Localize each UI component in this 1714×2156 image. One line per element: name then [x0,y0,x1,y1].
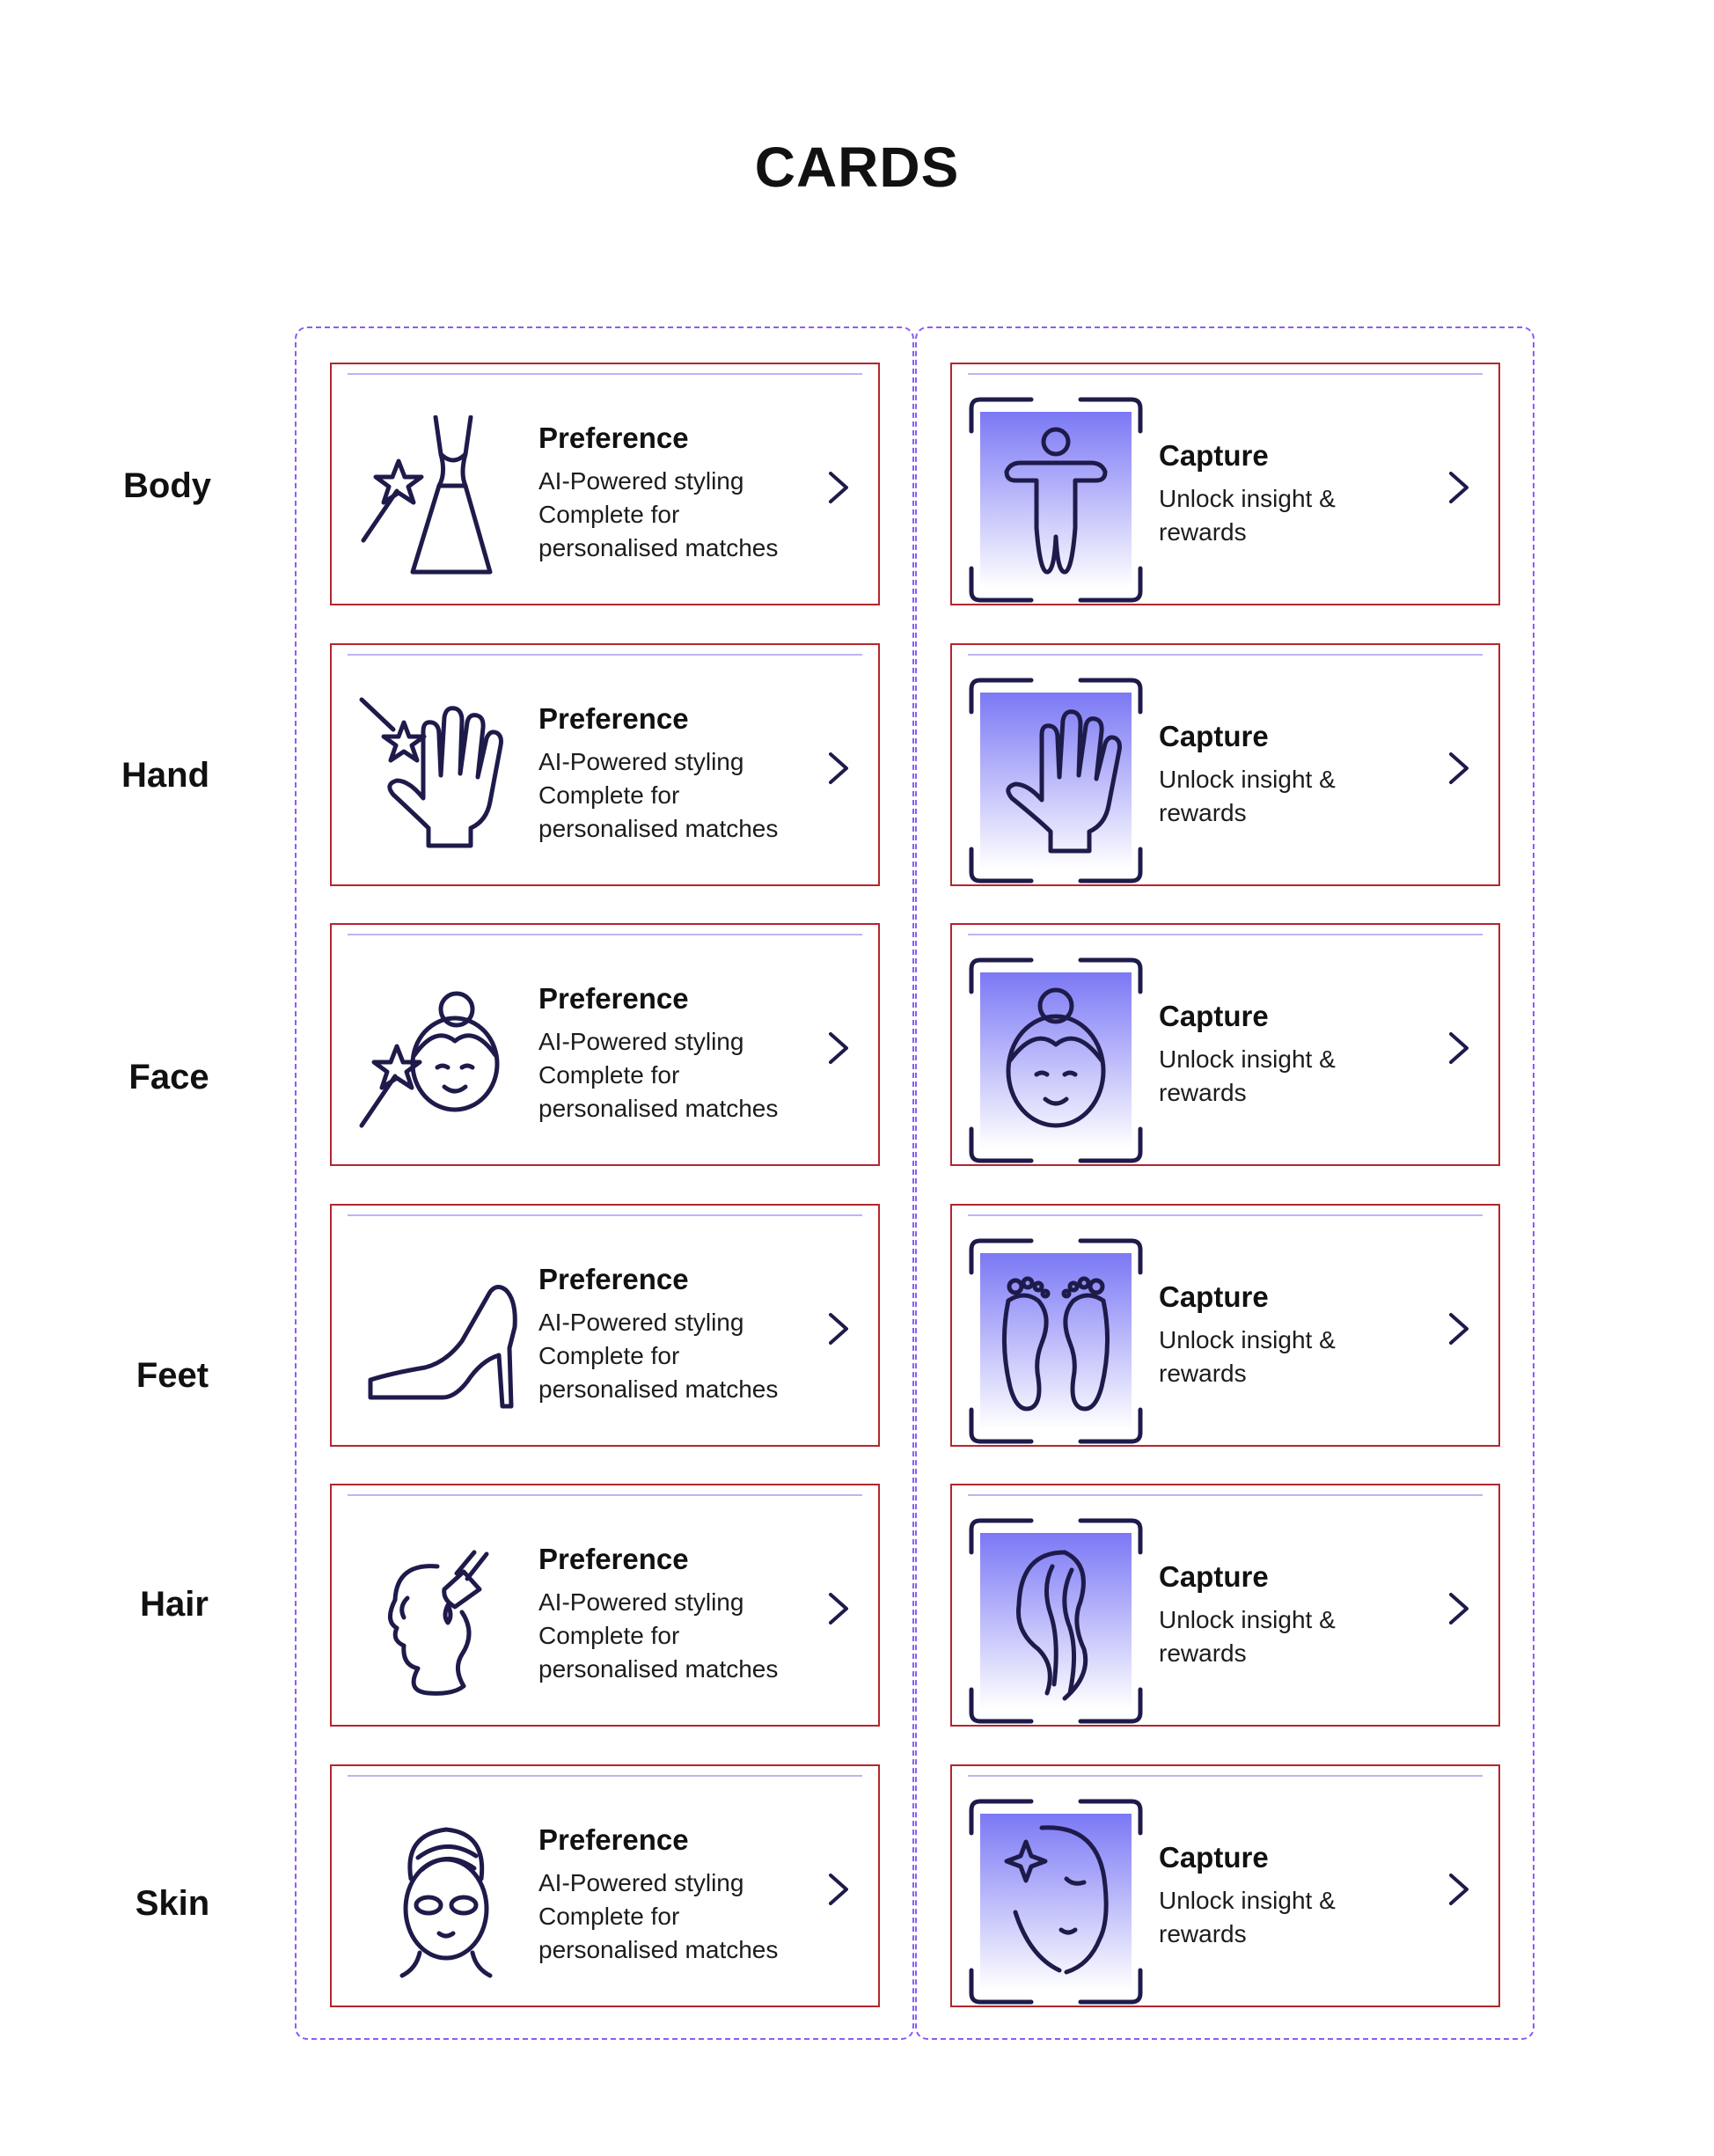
chevron-right-icon [1446,1311,1472,1346]
skin-scan-icon [968,1798,1144,2006]
chevron-right-icon [825,751,852,786]
card-top-divider [968,1775,1483,1777]
row-label-hand: Hand [121,756,209,795]
card-top-divider [968,934,1483,935]
preference-card[interactable] [330,923,880,1166]
card-description-line: personalised matches [538,815,779,842]
hair-scan-icon [968,1517,1144,1725]
card-description-line: Unlock insight & [1159,1045,1336,1073]
card-description-line: AI-Powered styling [538,748,744,775]
card-title: Capture [1159,439,1269,472]
chevron-right-icon [825,470,852,505]
preference-card[interactable] [330,1204,880,1447]
card-description-line: personalised matches [538,534,779,561]
preference-card[interactable] [330,363,880,605]
dress-wand-icon [358,415,525,583]
card-title: Capture [1159,1000,1269,1032]
card-description-line: rewards [1159,1920,1247,1947]
card-title: Capture [1159,1841,1269,1874]
face-scan-icon [968,957,1144,1164]
card-title: Preference [538,422,689,454]
row-label-face: Face [128,1058,209,1096]
card-description-line: Unlock insight & [1159,1887,1336,1914]
capture-card[interactable] [950,1484,1500,1727]
card-description-line: AI-Powered styling [538,467,744,495]
card-description-line: Unlock insight & [1159,485,1336,512]
card-top-divider [348,1494,862,1496]
card-description-line: rewards [1159,799,1247,826]
high-heel-icon [358,1257,525,1424]
capture-card[interactable] [950,1764,1500,2007]
card-description-line: AI-Powered styling [538,1309,744,1336]
card-description-line: personalised matches [538,1936,779,1963]
card-top-divider [968,1494,1483,1496]
body-scan-icon [968,396,1144,604]
preference-card[interactable] [330,1764,880,2007]
card-description-line: rewards [1159,1360,1247,1387]
card-title: Capture [1159,1280,1269,1313]
card-title: Capture [1159,720,1269,752]
hair-dye-icon [358,1536,525,1704]
row-label-feet: Feet [136,1356,209,1395]
card-description-line: personalised matches [538,1375,779,1403]
chevron-right-icon [1446,1591,1472,1626]
capture-card[interactable] [950,363,1500,605]
card-top-divider [968,1214,1483,1216]
face-mask-icon [358,1817,525,1984]
chevron-right-icon [1446,751,1472,786]
card-description-line: Unlock insight & [1159,766,1336,793]
capture-card[interactable] [950,923,1500,1166]
card-title: Capture [1159,1560,1269,1593]
card-top-divider [348,934,862,935]
hand-scan-icon [968,677,1144,884]
card-title: Preference [538,702,689,735]
row-label-hair: Hair [140,1585,209,1624]
card-description-line: AI-Powered styling [538,1028,744,1055]
card-description-line: personalised matches [538,1095,779,1122]
card-title: Preference [538,1823,689,1856]
card-top-divider [348,373,862,375]
card-top-divider [348,654,862,656]
card-description-line: Complete for [538,1903,680,1930]
card-description-line: Complete for [538,1061,680,1089]
card-top-divider [968,654,1483,656]
hand-wand-icon [358,696,525,863]
preference-card[interactable] [330,643,880,886]
card-description-line: rewards [1159,1079,1247,1106]
chevron-right-icon [825,1591,852,1626]
card-top-divider [348,1214,862,1216]
card-description-line: Complete for [538,501,680,528]
card-description-line: AI-Powered styling [538,1869,744,1896]
chevron-right-icon [825,1030,852,1066]
face-wand-icon [358,976,525,1143]
feet-scan-icon [968,1237,1144,1445]
row-label-skin: Skin [135,1884,210,1923]
card-description-line: Complete for [538,1342,680,1369]
card-description-line: AI-Powered styling [538,1588,744,1616]
chevron-right-icon [1446,470,1472,505]
card-title: Preference [538,1543,689,1575]
card-top-divider [348,1775,862,1777]
card-description-line: personalised matches [538,1655,779,1683]
card-title: Preference [538,982,689,1015]
chevron-right-icon [825,1872,852,1907]
card-description-line: Unlock insight & [1159,1606,1336,1633]
card-description-line: rewards [1159,518,1247,546]
chevron-right-icon [1446,1030,1472,1066]
row-label-body: Body [123,466,211,505]
card-top-divider [968,373,1483,375]
card-description-line: Unlock insight & [1159,1326,1336,1353]
card-description-line: Complete for [538,1622,680,1649]
capture-card[interactable] [950,643,1500,886]
preference-card[interactable] [330,1484,880,1727]
chevron-right-icon [825,1311,852,1346]
capture-card[interactable] [950,1204,1500,1447]
card-description-line: rewards [1159,1639,1247,1667]
chevron-right-icon [1446,1872,1472,1907]
card-title: Preference [538,1263,689,1295]
page-title: CARDS [754,136,960,199]
card-description-line: Complete for [538,781,680,809]
